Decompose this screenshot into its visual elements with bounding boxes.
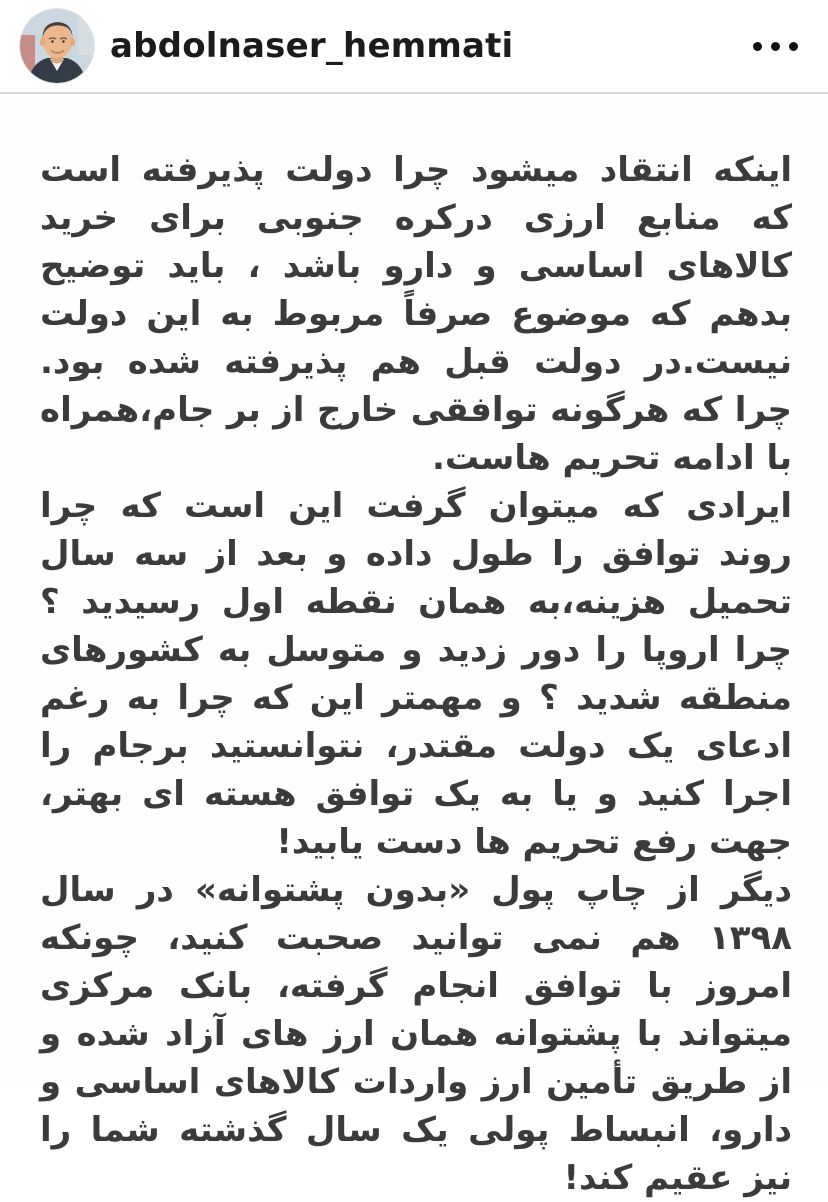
more-options-icon — [753, 42, 762, 51]
profile-photo-icon — [20, 9, 94, 83]
more-options-icon — [789, 42, 798, 51]
caption-paragraph: اینکه انتقاد میشود چرا دولت پذیرفته است که منابع ارزی درکره جنوبی برای خرید کالاهای اساسی و دارو باشد ، باید توضیح بدهم که موضوع صرفاً مربوط به این دولت نیست.در دولت قبل هم پذیرفته شده بود. چرا که هرگونه توافقی خارج از بر جام،همراه با ادامه تحریم هاست. — [40, 150, 792, 478]
username[interactable]: abdolnaser_hemmati — [110, 26, 514, 66]
more-options-icon — [771, 42, 780, 51]
caption-paragraph: دیگر از چاپ پول «بدون پشتوانه» در سال ۱۳۹۸ هم نمی توانید صحبت کنید، چونکه امروز با توافق انجام گرفته، بانک مرکزی میتواند با پشتوانه همان ارز های آزاد شده و از طریق تأمین ارز واردات کالاهای اساسی و دارو، انبساط پولی یک سال گذشته شما را نیز عقیم کند! — [40, 870, 792, 1198]
more-options-button[interactable] — [751, 30, 800, 63]
avatar[interactable] — [20, 9, 94, 83]
post-caption — [0, 94, 828, 1202]
caption-paragraph: ایرادی که میتوان گرفت این است که چرا روند توافق را طول داده و بعد از سه سال تحمیل هزینه،به همان نقطه اول رسیدید ؟ چرا اروپا را دور زدید و متوسل به کشورهای منطقه شدید ؟ و مهمتر این که چرا به رغم ادعای یک دولت مقتدر، نتوانستید برجام را اجرا کنید و یا به یک توافق هسته ای بهتر، جهت رفع تحریم ها دست یابید! — [40, 486, 792, 862]
post-header — [0, 0, 828, 94]
